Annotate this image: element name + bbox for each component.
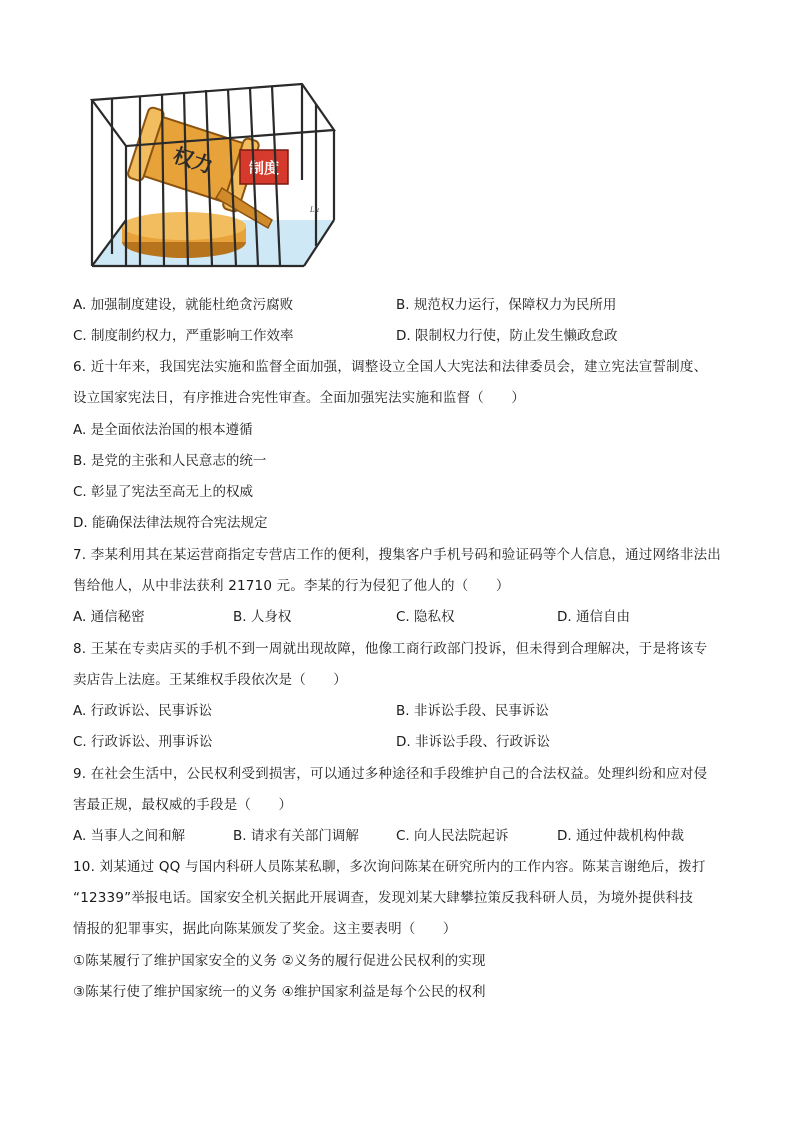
q8-option-d[interactable] [396, 732, 550, 752]
option-text: 制度制约权力，严重影响工作效率 [91, 328, 294, 344]
q8-option-b[interactable] [396, 701, 549, 721]
option-letter: A. [73, 422, 87, 438]
q5-option-b[interactable] [396, 295, 616, 315]
option-text: 人身权 [250, 609, 292, 625]
q7-option-c[interactable] [396, 607, 455, 627]
q9-option-b[interactable] [233, 826, 359, 846]
option-letter: C. [73, 734, 87, 750]
option-letter: D. [557, 828, 572, 844]
q10-stem-line: 10. 刘某通过 QQ 与国内科研人员陈某私聊，多次询问陈某在研究所内的工作内容。陈某言谢绝后，拨打 [73, 859, 706, 875]
q6-option-d[interactable] [73, 513, 267, 533]
option-text: 行政诉讼、民事诉讼 [90, 703, 213, 719]
option-letter: D. [73, 515, 88, 531]
q6-stem-line: 6. 近十年来，我国宪法实施和监督全面加强，调整设立全国人大宪法和法律委员会，建立宪法宣誓制度、 [73, 359, 708, 375]
q9-stem-line: 害最正规，最权威的手段是（ ） [73, 797, 293, 813]
q8-option-a[interactable] [73, 701, 212, 721]
sign-text: 制度 [248, 159, 280, 177]
option-text: 加强制度建设，就能杜绝贪污腐败 [90, 297, 294, 313]
q5-option-c[interactable] [73, 326, 294, 346]
artist-signature: Lu [310, 206, 320, 214]
q8-stem-line: 8. 王某在专卖店买的手机不到一周就出现故障，他像工商行政部门投诉，但未得到合理解决，于是将该专 [73, 641, 708, 657]
q10-statement-line: ①陈某履行了维护国家安全的义务 ②义务的履行促进公民权利的实现 [73, 953, 486, 969]
q9-option-c[interactable] [396, 826, 509, 846]
option-text: 向人民法院起诉 [414, 828, 509, 844]
power-cage-illustration [72, 70, 336, 274]
q10-stem-line: “12339”举报电话。国家安全机关据此开展调查，发现刘某大肆攀拉策反我科研人员，为境外提供科技 [73, 890, 694, 906]
option-letter: D. [396, 328, 411, 344]
option-letter: D. [396, 734, 411, 750]
q9-stem-line: 9. 在社会生活中，公民权利受到损害，可以通过多种途径和手段维护自己的合法权益。处理纠纷和应对侵 [73, 766, 708, 782]
q5-option-a[interactable] [73, 295, 293, 315]
option-letter: A. [73, 297, 87, 313]
option-letter: C. [73, 328, 87, 344]
option-letter: C. [396, 609, 410, 625]
option-letter: B. [396, 703, 410, 719]
q6-stem-line: 设立国家宪法日，有序推进合宪性审查。全面加强宪法实施和监督（ ） [73, 390, 526, 406]
option-text: 通过仲裁机构仲裁 [575, 828, 684, 844]
q10-statement-line: ③陈某行使了维护国家统一的义务 ④维护国家利益是每个公民的权利 [73, 984, 486, 1000]
q7-stem-line: 7. 李某利用其在某运营商指定专营店工作的便利，搜集客户手机号码和验证码等个人信息，通过网络非法出 [73, 547, 721, 563]
q10-stem-line: 情报的犯罪事实，据此向陈某颁发了奖金。这主要表明（ ） [73, 921, 457, 937]
q7-option-d[interactable] [557, 607, 630, 627]
q7-stem-line: 售给他人，从中非法获利 21710 元。李某的行为侵犯了他人的（ ） [73, 578, 510, 594]
option-letter: C. [396, 828, 410, 844]
option-letter: A. [73, 828, 87, 844]
option-letter: A. [73, 703, 87, 719]
option-text: 通信秘密 [90, 609, 145, 625]
gavel-text: 权力 [170, 142, 216, 179]
option-text: 非诉讼手段、民事诉讼 [413, 703, 549, 719]
option-text: 隐私权 [414, 609, 455, 625]
option-text: 当事人之间和解 [90, 828, 186, 844]
option-letter: B. [233, 609, 247, 625]
option-text: 通信自由 [575, 609, 630, 625]
q7-option-b[interactable] [233, 607, 291, 627]
option-text: 是党的主张和人民意志的统一 [90, 453, 267, 469]
q6-option-b[interactable] [73, 451, 266, 471]
q5-option-d[interactable] [396, 326, 617, 346]
option-text: 行政诉讼、刑事诉讼 [91, 734, 213, 750]
q7-option-a[interactable] [73, 607, 145, 627]
q8-option-c[interactable] [73, 732, 213, 752]
option-letter: A. [73, 609, 87, 625]
q8-stem-line: 卖店告上法庭。王某维权手段依次是（ ） [73, 672, 347, 688]
option-letter: C. [73, 484, 87, 500]
option-text: 是全面依法治国的根本遵循 [90, 422, 253, 438]
q6-option-c[interactable] [73, 482, 253, 502]
option-text: 彰显了宪法至高无上的权威 [91, 484, 254, 500]
option-text: 能确保法律法规符合宪法规定 [91, 515, 268, 531]
option-letter: B. [396, 297, 410, 313]
option-text: 非诉讼手段、行政诉讼 [414, 734, 550, 750]
option-text: 规范权力运行，保障权力为民所用 [413, 297, 617, 313]
q6-option-a[interactable] [73, 420, 253, 440]
option-letter: B. [233, 828, 247, 844]
q9-option-a[interactable] [73, 826, 185, 846]
option-letter: D. [557, 609, 572, 625]
option-text: 请求有关部门调解 [250, 828, 359, 844]
option-text: 限制权力行使，防止发生懒政怠政 [414, 328, 618, 344]
q9-option-d[interactable] [557, 826, 684, 846]
option-letter: B. [73, 453, 87, 469]
